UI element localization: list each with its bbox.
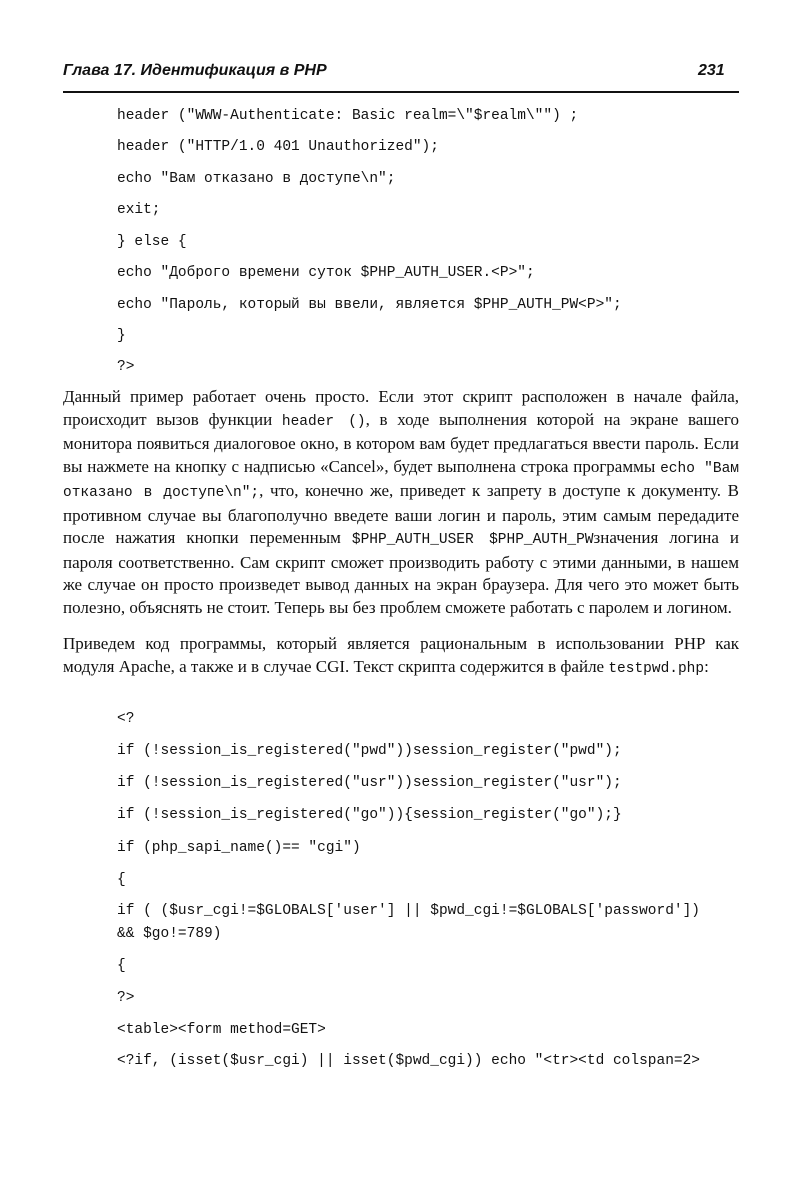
- code-line: echo "Вам отказано в доступе\n";: [117, 171, 396, 187]
- chapter-title: Глава 17. Идентификация в PHP: [63, 62, 327, 79]
- code-line: {: [117, 872, 126, 888]
- code-line: if (!session_is_registered("usr"))session_register("usr");: [117, 775, 622, 791]
- inline-code: echo "Вам отказано в доступе\n";: [63, 460, 739, 501]
- inline-code: testpwd.php: [608, 660, 705, 677]
- inline-code: $PHP_AUTH_USER $PHP_AUTH_PW: [351, 532, 594, 548]
- code-line: } else {: [117, 234, 187, 250]
- code-line: echo "Доброго времени суток $PHP_AUTH_USER.<P>";: [117, 265, 535, 281]
- code-line: <?if, (isset($usr_cgi) || isset($pwd_cgi)) echo "<tr><td colspan=2>: [117, 1053, 700, 1069]
- code-line: header ("WWW-Authenticate: Basic realm=\"$realm\"") ;: [117, 108, 579, 124]
- code-line: {: [117, 958, 126, 974]
- code-line: }: [117, 328, 126, 344]
- code-line: <?: [117, 711, 135, 727]
- code-line: <table><form method=GET>: [117, 1022, 326, 1038]
- code-line: ?>: [117, 359, 135, 375]
- code-line: ?>: [117, 990, 135, 1006]
- code-line: echo "Пароль, который вы ввели, является $PHP_AUTH_PW<P>";: [117, 297, 622, 313]
- code-line: if (!session_is_registered("pwd"))session_register("pwd");: [117, 743, 622, 759]
- paragraph-explanation: Данный пример работает очень просто. Если этот скрипт расположен в начале файла, происходит вызов функции header (), в ходе выполнения которой на экране вашего монитора появиться диалоговое окно, в котором вам будет предлагаться ввести пароль. Если вы нажмете на кнопку с надписью «Cancel», будет выполнена строка программы echo "Вам отказано в доступе\n";, что, конечно же, приведет к запрету в доступе к документу. В противном случае вы благополучно введете ваши логин и пароль, этим самым передадите после нажатия кнопки переменным $PHP_AUTH_USER $PHP_AUTH_PWзначения логина и пароля соответственно. Сам скрипт сможет производить работу с этими данными, в нашем же случае он просто произведет вывод данных на экран браузера. Для чего это может быть полезно, объяснять не стоит. Теперь вы без проблем сможете работать с паролем и логином.: [63, 387, 739, 617]
- code-line: && $go!=789): [117, 926, 222, 942]
- paragraph-intro: Приведем код программы, который является рациональным в использовании PHP как модуля Apache, а также и в случае CGI. Текст скрипта содержится в файле testpwd.php:: [63, 634, 739, 677]
- header-divider: [63, 91, 739, 93]
- inline-code: header (): [281, 413, 366, 430]
- page-number: 231: [698, 62, 725, 79]
- code-line: header ("HTTP/1.0 401 Unauthorized");: [117, 139, 439, 155]
- code-line: if (!session_is_registered("go")){session_register("go");}: [117, 807, 622, 823]
- code-line: exit;: [117, 202, 161, 218]
- code-line: if (php_sapi_name()== "cgi"): [117, 840, 361, 856]
- code-line: if ( ($usr_cgi!=$GLOBALS['user'] || $pwd_cgi!=$GLOBALS['password']): [117, 903, 700, 919]
